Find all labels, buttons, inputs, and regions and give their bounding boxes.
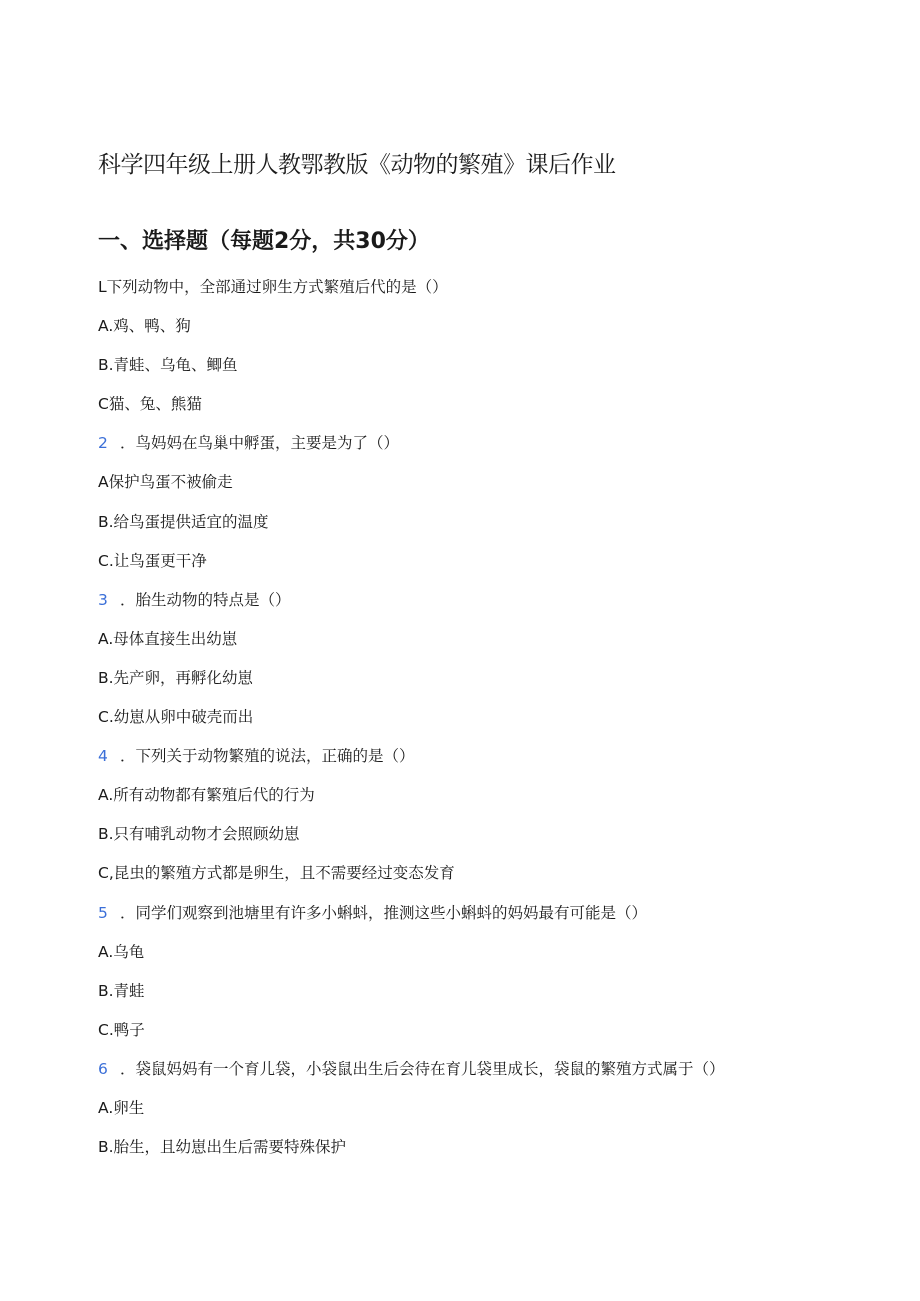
question-text: ．同学们观察到池塘里有许多小蝌蚪，推测这些小蝌蚪的妈妈最有可能是（） xyxy=(120,903,648,922)
question-2-option-a: A保护鸟蛋不被偷走 xyxy=(98,473,233,492)
question-text: 下列动物中，全部通过卵生方式繁殖后代的是（） xyxy=(106,278,448,296)
question-2-option-b: B.给鸟蛋提供适宜的温度 xyxy=(98,512,269,531)
question-2-option-c: C.让鸟蛋更干净 xyxy=(98,551,207,570)
question-6-stem xyxy=(98,1056,888,1095)
question-3-option-b: B.先产卵，再孵化幼崽 xyxy=(98,668,254,687)
question-4-option-a: A.所有动物都有繁殖后代的行为 xyxy=(98,786,315,805)
question-4-option-b: B.只有哺乳动物才会照顾幼崽 xyxy=(98,825,300,844)
question-3-option-c: C.幼崽从卵中破壳而出 xyxy=(98,708,254,727)
question-number: 6 xyxy=(98,1059,108,1078)
question-number: 5 xyxy=(98,903,108,922)
question-1-option-c: C猫、兔、熊猫 xyxy=(98,395,202,414)
question-4-stem xyxy=(98,743,888,782)
question-1-option-a: A.鸡、鸭、狗 xyxy=(98,317,191,336)
question-text: ．袋鼠妈妈有一个育儿袋，小袋鼠出生后会待在育儿袋里成长，袋鼠的繁殖方式属于（） xyxy=(120,1059,725,1078)
question-5-stem xyxy=(98,900,888,939)
question-6-option-a: A.卵生 xyxy=(98,1098,145,1117)
question-text: ．下列关于动物繁殖的说法，正确的是（） xyxy=(120,747,415,766)
section-heading: 一、选择题（每题2分，共30分） xyxy=(98,229,430,254)
question-3-option-a: A.母体直接生出幼崽 xyxy=(98,629,238,648)
question-1-stem xyxy=(98,274,888,313)
question-list xyxy=(98,274,888,1173)
question-number: L xyxy=(98,278,107,296)
question-5-option-a: A.乌龟 xyxy=(98,942,145,961)
question-text: ．胎生动物的特点是（） xyxy=(120,590,291,609)
question-number: 2 xyxy=(98,434,108,453)
question-number: 4 xyxy=(98,747,108,766)
question-5-option-b: B.青蛙 xyxy=(98,981,145,1000)
question-6-option-b: B.胎生，且幼崽出生后需要特殊保护 xyxy=(98,1138,347,1157)
question-5-option-c: C.鸭子 xyxy=(98,1020,145,1039)
question-number: 3 xyxy=(98,590,108,609)
question-1-option-b: B.青蛙、乌龟、鲫鱼 xyxy=(98,356,238,375)
question-text: ．鸟妈妈在鸟巢中孵蛋，主要是为了（） xyxy=(120,434,400,453)
document-title: 科学四年级上册人教鄂教版《动物的繁殖》课后作业 xyxy=(98,152,616,178)
question-2-stem xyxy=(98,430,888,469)
question-3-stem xyxy=(98,587,888,626)
question-4-option-c: C,昆虫的繁殖方式都是卵生，且不需要经过变态发育 xyxy=(98,864,455,883)
